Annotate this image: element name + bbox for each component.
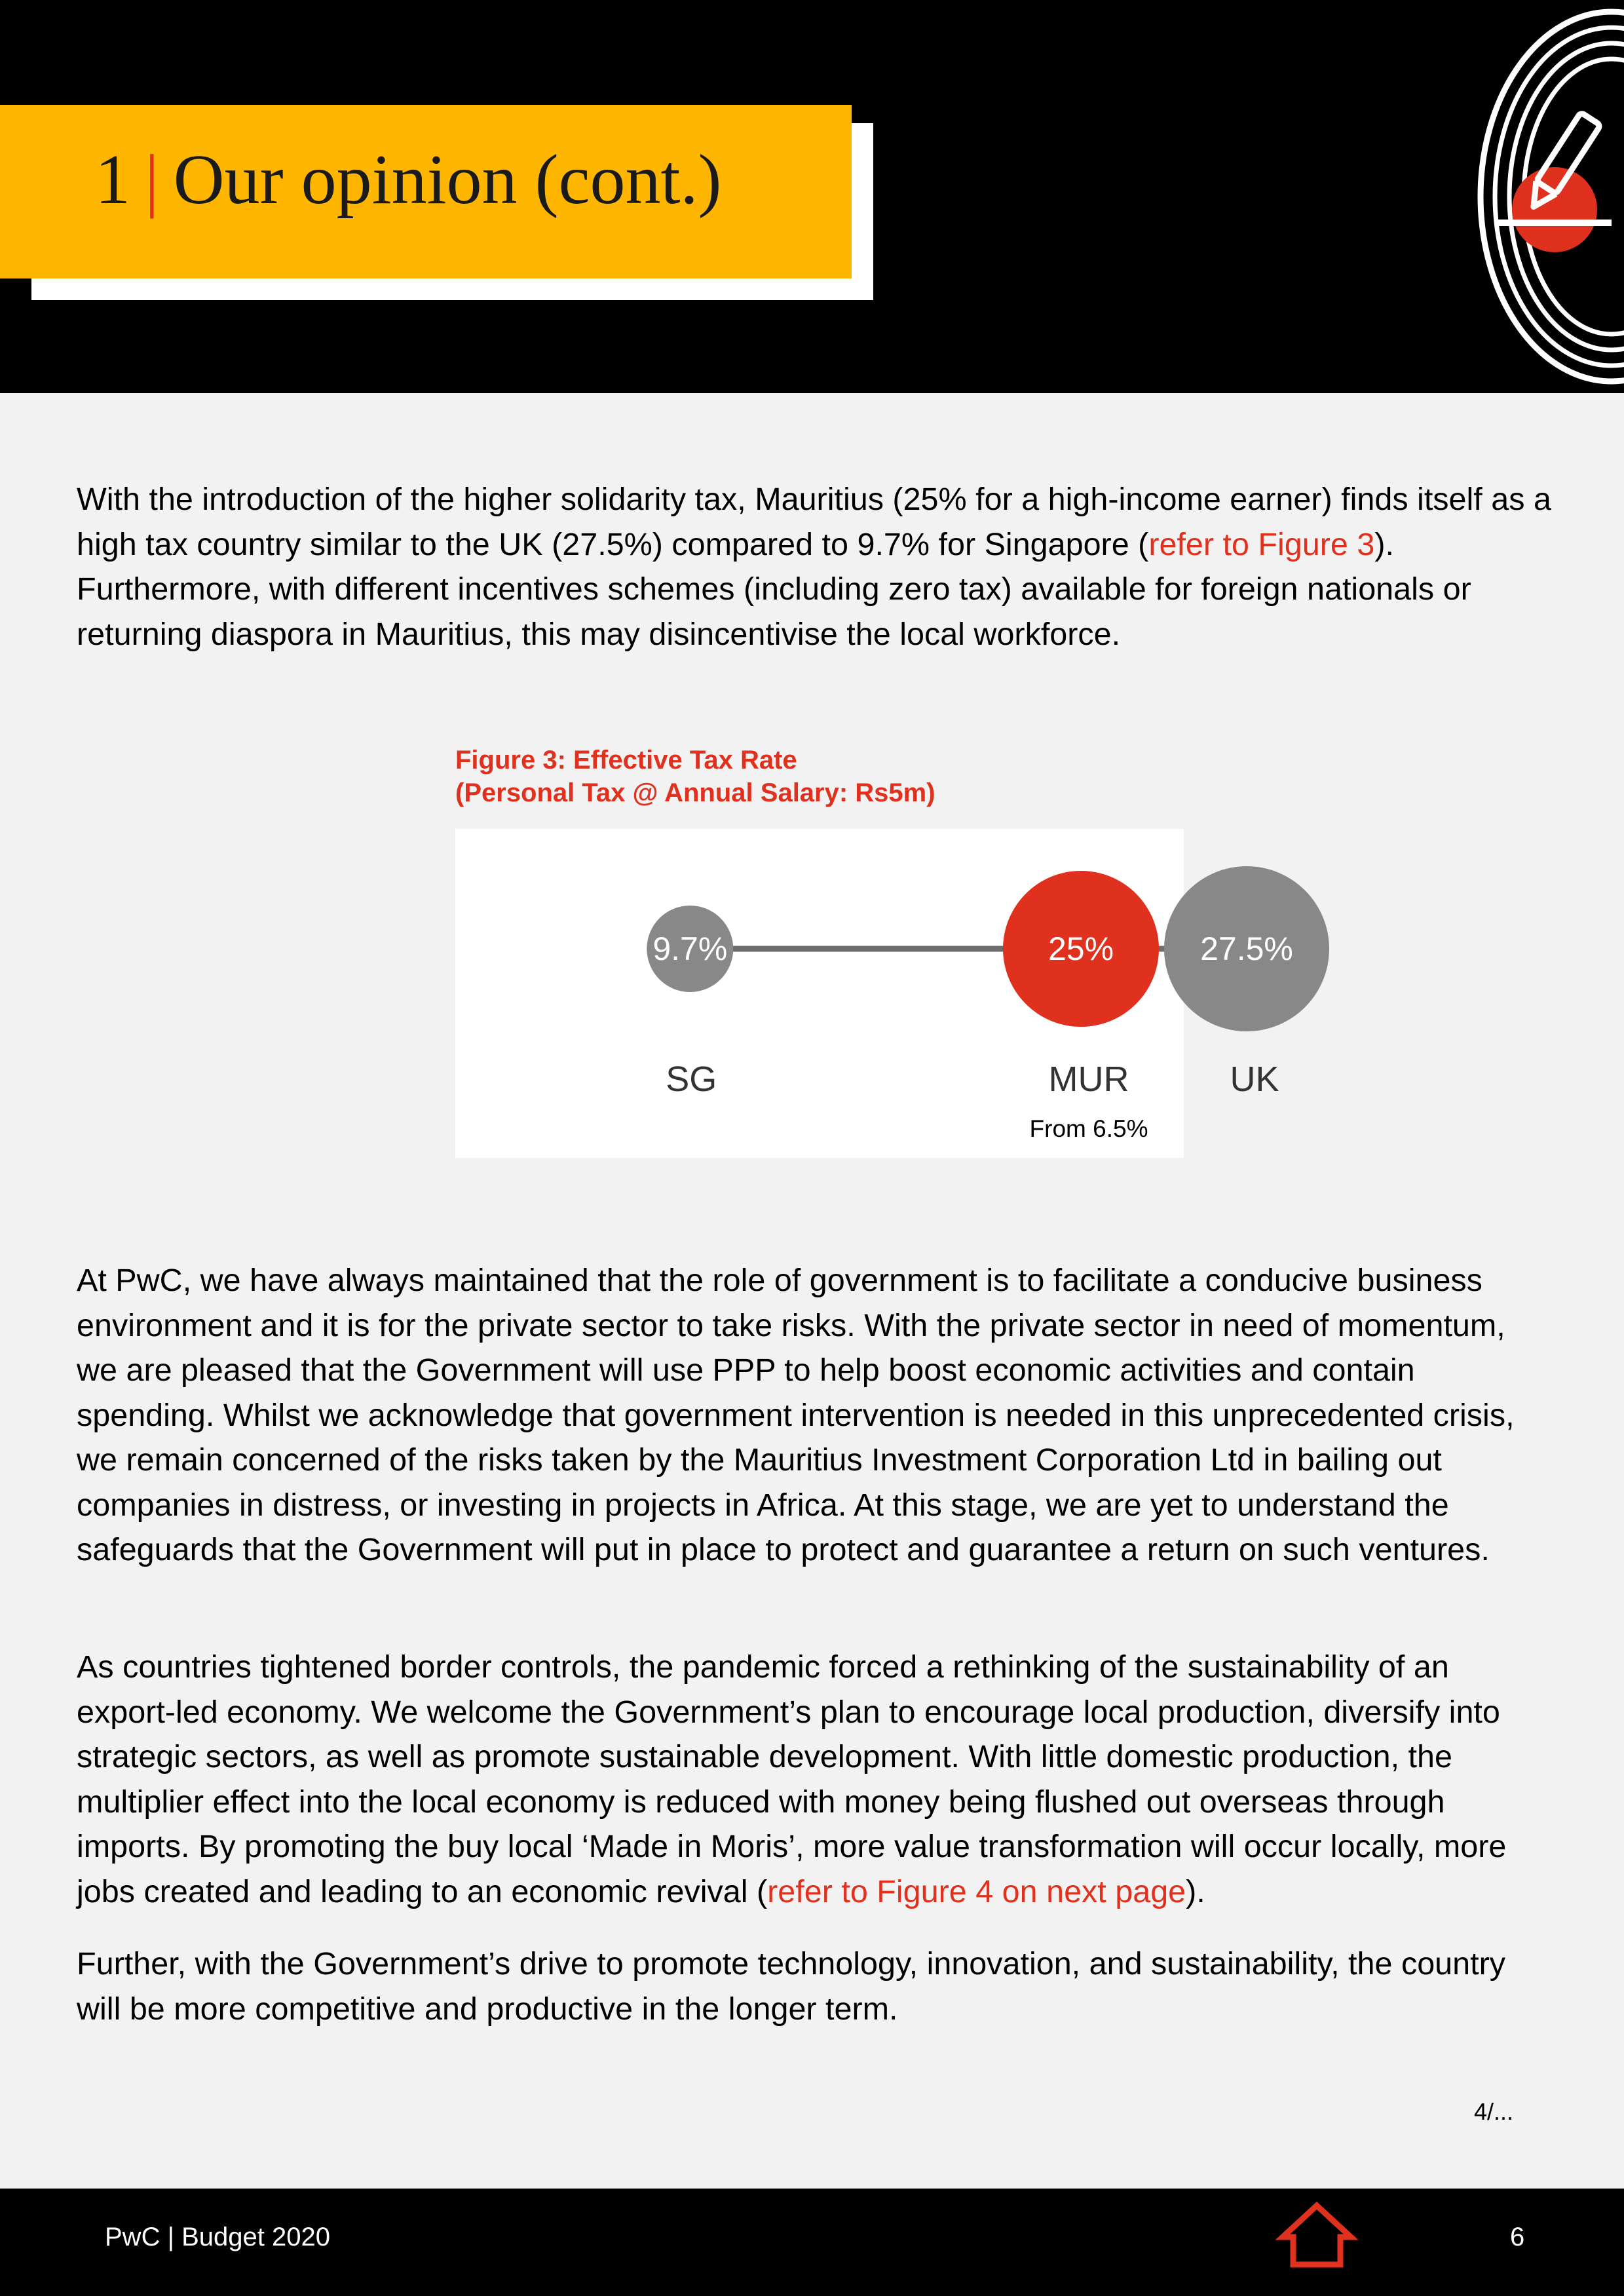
category-label-mur: MUR xyxy=(1048,1060,1129,1099)
figure-3-link[interactable]: refer to Figure 3 xyxy=(1148,526,1375,562)
intro-text-2: ). Furthermore, with different incentives schemes (including zero tax) available for foreign nationals or returning diaspora in Mauritius, this may disincentivise the local workforce. xyxy=(77,526,1471,652)
body-paragraph-2 xyxy=(77,1645,1554,1914)
value-label-sg: 9.7% xyxy=(652,930,728,967)
figure-4-link[interactable]: refer to Figure 4 on next page xyxy=(767,1873,1186,1909)
figure-title-line2: (Personal Tax @ Annual Salary: Rs5m) xyxy=(455,778,935,807)
figure-title-line1: Figure 3: Effective Tax Rate xyxy=(455,746,797,775)
page-title xyxy=(95,131,721,229)
figure-title xyxy=(455,744,935,809)
intro-paragraph xyxy=(77,477,1554,657)
para2-text-2: ). xyxy=(1186,1873,1205,1909)
body-paragraph-3: Further, with the Government’s drive to promote technology, innovation, and sustainability, the country will be more competitive and productive in the longer term. xyxy=(77,1946,1505,2027)
tax-rate-chart xyxy=(455,829,1293,1158)
section-number: 1 xyxy=(95,141,130,219)
page-number: 6 xyxy=(1510,2223,1525,2251)
para2-text-1: As countries tightened border controls, the pandemic forced a rethinking of the sustainability of an export-led economy. We welcome the Government’s plan to encourage local production, diversify into strategic sectors, as well as promote sustainable development. With little domestic production, the multiplier effect into the local economy is reduced with money being flushed out overseas through imports. By promoting the buy local ‘Made in Moris’, more value transformation will occur locally, more jobs created and leading to an economic revival ( xyxy=(77,1649,1507,1909)
category-label-sg: SG xyxy=(666,1060,717,1099)
chart-annotation: From 6.5% xyxy=(1029,1115,1148,1142)
intro-text-1: With the introduction of the higher solidarity tax, Mauritius (25% for a high-income earner) finds itself as a high tax country similar to the UK (27.5%) compared to 9.7% for Singapore ( xyxy=(77,482,1551,562)
opinion-pen-icon xyxy=(1389,0,1624,393)
value-label-uk: 27.5% xyxy=(1200,930,1293,967)
section-title: Our opinion (cont.) xyxy=(173,141,722,219)
title-separator: | xyxy=(145,141,159,219)
footer-label: PwC | Budget 2020 xyxy=(105,2223,330,2251)
category-label-uk: UK xyxy=(1230,1060,1279,1099)
body-paragraph-1: At PwC, we have always maintained that the role of government is to facilitate a conducive business environment and it is for the private sector to take risks. With the private sector in need of momentum, we are pleased that the Government will use PPP to help boost economic activities and contain spending. Whilst we acknowledge that government intervention is needed in this unprecedented crisis, we remain concerned of the risks taken by the Mauritius Investment Corporation Ltd in bailing out companies in distress, or investing in projects in Africa. At this stage, we are yet to understand the safeguards that the Government will put in place to protect and guarantee a return on such ventures. xyxy=(77,1263,1515,1567)
continuation-note: 4/... xyxy=(1474,2098,1514,2125)
home-icon[interactable] xyxy=(1276,2200,1357,2270)
value-label-mur: 25% xyxy=(1048,930,1114,967)
